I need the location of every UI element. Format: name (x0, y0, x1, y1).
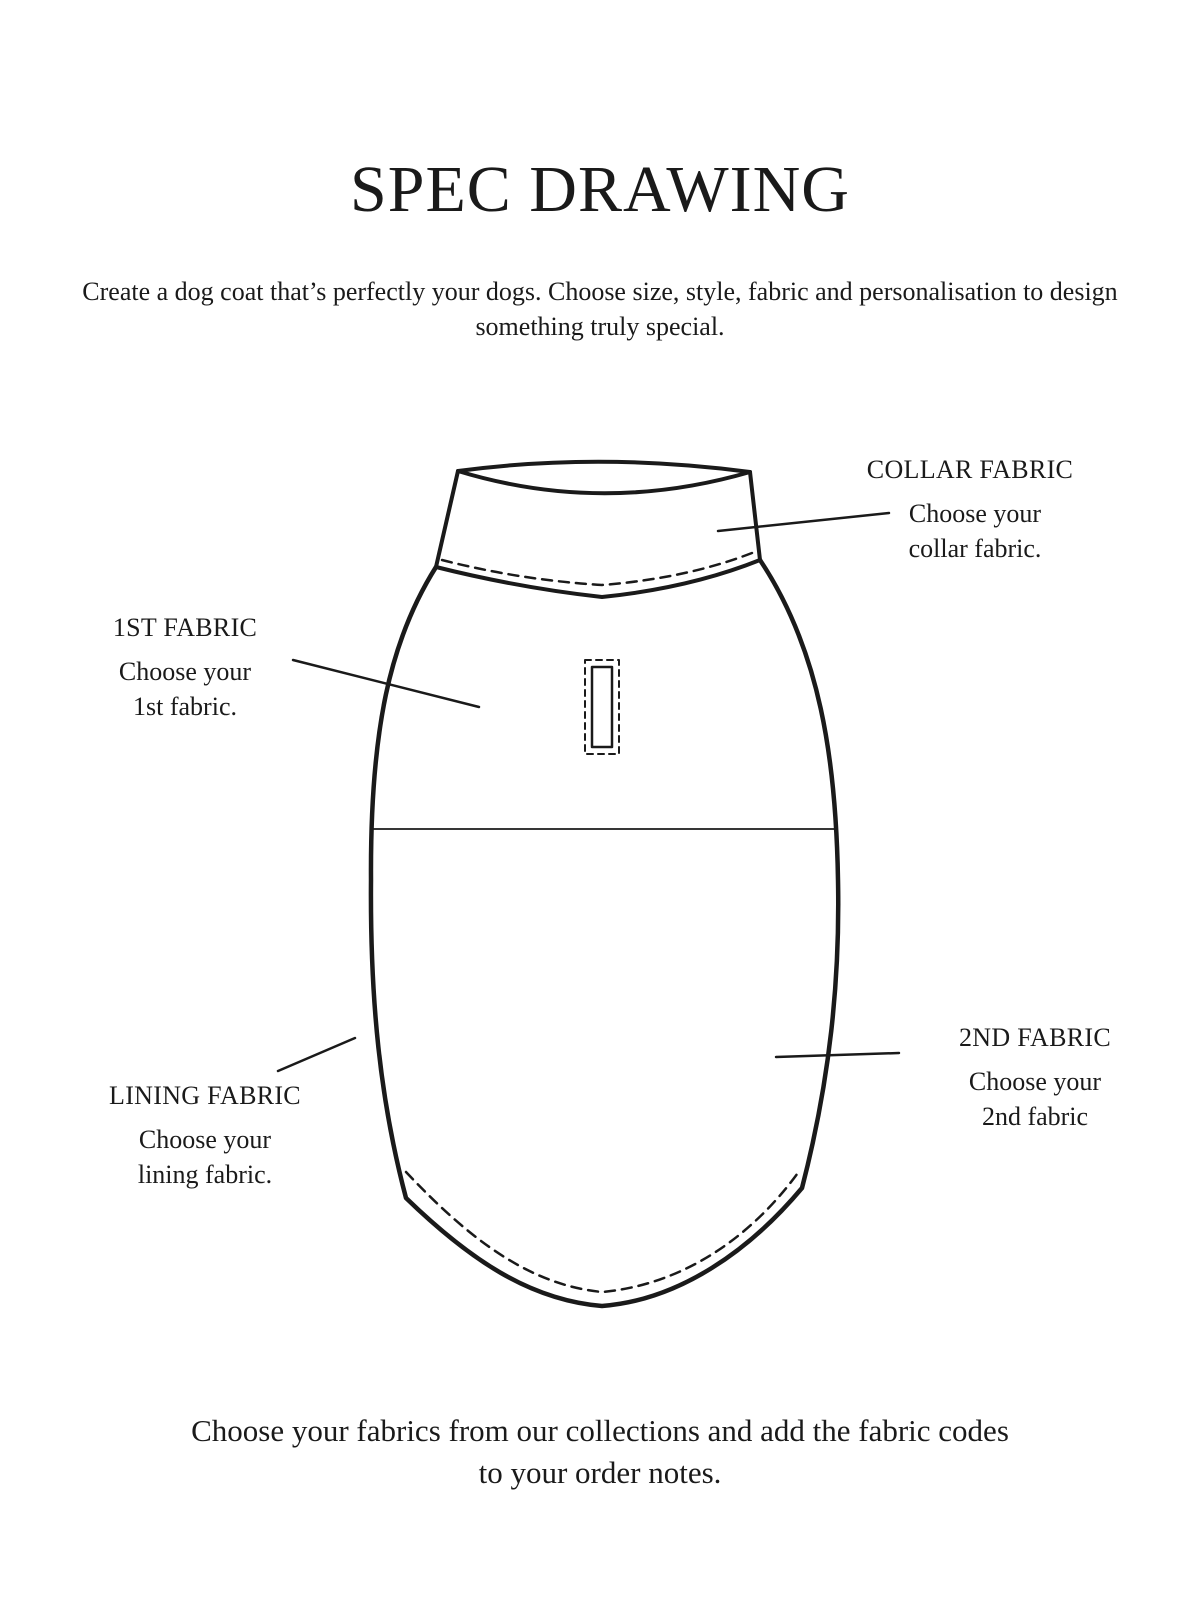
first-fabric-heading: 1ST FABRIC (112, 613, 258, 642)
collar-fabric-callout (850, 452, 1090, 566)
coat-body-outline (371, 560, 838, 1306)
first-fabric-description (80, 654, 290, 724)
second-fabric-heading: 2ND FABRIC (958, 1023, 1112, 1052)
first-fabric-desc-line1: Choose your (118, 657, 252, 686)
first-fabric-callout (80, 610, 290, 724)
page-title: SPEC DRAWING (350, 153, 850, 226)
lining-fabric-desc-line2: lining fabric. (137, 1160, 273, 1189)
footer-line-1: Choose your fabrics from our collections and add the fabric codes (191, 1413, 1009, 1448)
second-fabric-desc-line2: 2nd fabric (981, 1102, 1089, 1131)
collar-fabric-description (860, 496, 1090, 566)
lining-fabric-heading: LINING FABRIC (109, 1081, 301, 1110)
lining-fabric-description (80, 1122, 330, 1192)
second-fabric-desc-line1: Choose your (968, 1067, 1102, 1096)
footer-instructions (100, 1410, 1100, 1494)
collar-fabric-heading: COLLAR FABRIC (866, 455, 1074, 484)
harness-hole (585, 660, 619, 754)
first-fabric-desc-line2: 1st fabric. (133, 692, 237, 721)
second-fabric-leader-line (776, 1053, 899, 1057)
collar-outline (436, 462, 760, 597)
collar-fabric-desc-line1: Choose your (908, 499, 1042, 528)
second-fabric-callout (935, 1020, 1135, 1134)
footer-line-2: to your order notes. (478, 1455, 722, 1490)
hem-stitching (406, 1170, 800, 1292)
intro-text: Create a dog coat that’s perfectly your dogs. Choose size, style, fabric and personalisation to design something truly special. (82, 277, 1118, 341)
lining-fabric-callout (80, 1078, 330, 1192)
lining-leader-line (278, 1038, 355, 1071)
second-fabric-description (935, 1064, 1135, 1134)
collar-fabric-desc-line2: collar fabric. (908, 534, 1042, 563)
lining-fabric-desc-line1: Choose your (138, 1125, 272, 1154)
